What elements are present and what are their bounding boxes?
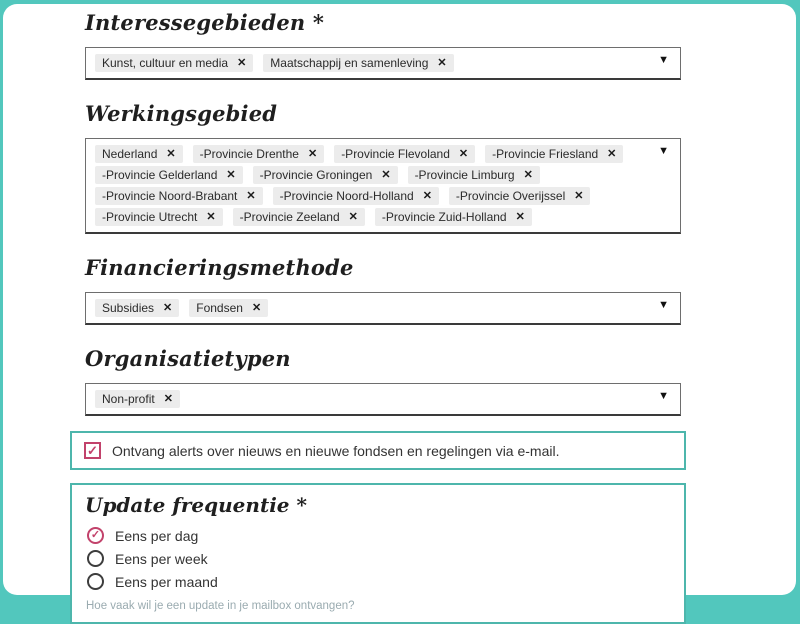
selected-tags: [86, 293, 680, 323]
update-frequency-box: [70, 483, 686, 624]
tag-chip: [95, 54, 253, 72]
tag-label: Non-profit: [102, 392, 155, 406]
remove-tag-icon[interactable]: ✕: [307, 147, 318, 160]
tag-label: -Provincie Flevoland: [341, 147, 450, 161]
dropdown-arrow-icon[interactable]: ▼: [658, 299, 669, 311]
check-icon: ✓: [87, 443, 98, 458]
remove-tag-icon[interactable]: ✕: [206, 210, 216, 223]
radio-option-eens-per-dag[interactable]: [87, 527, 671, 544]
multiselect-financieringsmethode[interactable]: [85, 292, 681, 325]
tag-label: Kunst, cultuur en media: [102, 56, 229, 70]
remove-tag-icon[interactable]: ✕: [166, 147, 176, 160]
tag-label: -Provincie Limburg: [414, 168, 515, 182]
tag-label: -Provincie Overijssel: [455, 189, 566, 203]
tag-label: Maatschappij en samenleving: [270, 56, 429, 70]
radio-option-label: Eens per dag: [115, 527, 199, 544]
remove-tag-icon[interactable]: ✕: [163, 301, 173, 314]
remove-tag-icon[interactable]: ✕: [515, 210, 525, 223]
remove-tag-icon[interactable]: ✕: [422, 189, 432, 202]
form-content: [3, 4, 796, 624]
tag-chip: [193, 145, 325, 163]
tag-chip: [95, 187, 263, 205]
tag-chip: [253, 166, 398, 184]
tag-chip: [263, 54, 453, 72]
remove-tag-icon[interactable]: ✕: [163, 392, 173, 405]
tag-label: -Provincie Zuid-Holland: [381, 210, 507, 224]
tag-chip: [233, 208, 365, 226]
tag-label: -Provincie Noord-Brabant: [102, 189, 238, 203]
tag-chip: [334, 145, 475, 163]
dropdown-arrow-icon[interactable]: ▼: [658, 145, 669, 157]
tag-chip: [95, 390, 180, 408]
tag-label: -Provincie Utrecht: [102, 210, 198, 224]
email-alerts-option[interactable]: [84, 442, 672, 459]
remove-tag-icon[interactable]: ✕: [574, 189, 584, 202]
remove-tag-icon[interactable]: ✕: [251, 301, 262, 314]
email-alerts-label: Ontvang alerts over nieuws en nieuwe fondsen en regelingen via e-mail.: [112, 442, 560, 459]
radio-option-label: Eens per maand: [115, 573, 218, 590]
remove-tag-icon[interactable]: ✕: [246, 189, 256, 202]
radio-option-label: Eens per week: [115, 550, 208, 567]
multiselect-interessegebieden[interactable]: [85, 47, 681, 80]
multiselect-werkingsgebied[interactable]: [85, 138, 681, 234]
tag-chip: [273, 187, 439, 205]
selected-tags: [86, 384, 680, 414]
tag-chip: [95, 208, 223, 226]
field-heading-werkingsgebied: Werkingsgebied: [85, 101, 278, 126]
email-alerts-box: [70, 431, 686, 470]
field-heading-financieringsmethode: Financieringsmethode: [85, 255, 354, 280]
multiselect-fields: [3, 10, 796, 416]
remove-tag-icon[interactable]: ✕: [523, 168, 533, 181]
tag-chip: [95, 145, 183, 163]
tag-chip: [375, 208, 532, 226]
multiselect-organisatietypen[interactable]: [85, 383, 681, 416]
field-heading-organisatietypen: Organisatietypen: [85, 346, 291, 371]
selected-tags: [86, 139, 680, 232]
tag-chip: [95, 166, 243, 184]
tag-chip: [408, 166, 540, 184]
update-frequency-heading: Update frequentie *: [85, 493, 307, 517]
radio-selected-icon[interactable]: ✓: [87, 527, 104, 544]
tag-chip: [189, 299, 268, 317]
form-card: [3, 4, 796, 612]
remove-tag-icon[interactable]: ✕: [607, 147, 617, 160]
tag-label: -Provincie Noord-Holland: [279, 189, 414, 203]
tag-label: -Provincie Friesland: [492, 147, 599, 161]
field-heading-interessegebieden: Interessegebieden *: [85, 10, 325, 35]
dropdown-arrow-icon[interactable]: ▼: [658, 390, 669, 402]
update-frequency-options: [85, 527, 671, 590]
tag-label: -Provincie Drenthe: [199, 147, 299, 161]
radio-unselected-icon[interactable]: [87, 573, 104, 590]
remove-tag-icon[interactable]: ✕: [348, 210, 358, 223]
tag-label: -Provincie Gelderland: [102, 168, 218, 182]
tag-chip: [95, 299, 179, 317]
tag-label: -Provincie Groningen: [259, 168, 373, 182]
radio-unselected-icon[interactable]: [87, 550, 104, 567]
tag-chip: [485, 145, 623, 163]
remove-tag-icon[interactable]: ✕: [226, 168, 236, 181]
tag-label: Nederland: [102, 147, 158, 161]
remove-tag-icon[interactable]: ✕: [237, 56, 247, 69]
tag-chip: [449, 187, 591, 205]
remove-tag-icon[interactable]: ✕: [458, 147, 469, 160]
selected-tags: [86, 48, 680, 78]
tag-label: Subsidies: [102, 301, 155, 315]
email-alerts-checkbox[interactable]: [84, 442, 101, 459]
radio-option-eens-per-week[interactable]: [87, 550, 671, 567]
remove-tag-icon[interactable]: ✕: [437, 56, 447, 69]
tag-label: -Provincie Zeeland: [239, 210, 340, 224]
dropdown-arrow-icon[interactable]: ▼: [658, 54, 669, 66]
radio-option-eens-per-maand[interactable]: [87, 573, 671, 590]
tag-label: Fondsen: [196, 301, 243, 315]
remove-tag-icon[interactable]: ✕: [381, 168, 391, 181]
update-frequency-help: Hoe vaak wil je een update in je mailbox ontvangen?: [86, 600, 355, 612]
